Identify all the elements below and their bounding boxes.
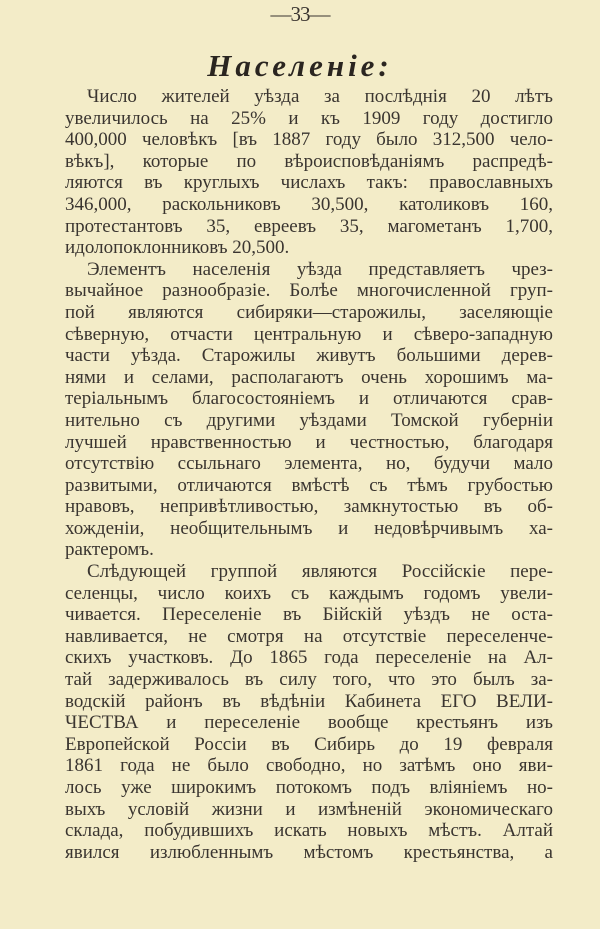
section-title: Населеніе:	[207, 48, 393, 83]
text-line: Слѣдующей группой являются Россійскіе пере-	[87, 561, 553, 583]
text-line: селенцы, число коихъ съ каждымъ годомъ увели-	[65, 582, 553, 604]
text-line: 400,000 человѣкъ [въ 1887 году было 312,500 чело-	[65, 129, 553, 151]
text-line: ЧЕСТВА и переселеніе вообще крестьянъ изъ	[65, 712, 553, 734]
text-line: протестантовъ 35, евреевъ 35, магометанъ 1,700,	[65, 215, 553, 237]
text-line: Европейской Россіи въ Сибирь до 19 февраля	[65, 733, 553, 755]
text-line: явился излюбленнымъ мѣстомъ крестьянства, а	[65, 841, 553, 863]
body-text	[65, 86, 553, 863]
text-line: отсутствію ссыльнаго элемента, но, будучи мало	[65, 453, 553, 475]
text-line: развитыми, отличаются вмѣстѣ съ тѣмъ грубостью	[65, 474, 553, 496]
text-line: 1861 года не было свободно, но затѣмъ оно яви-	[65, 755, 553, 777]
text-line: вѣкъ], которые по вѣроисповѣданіямъ распредѣ-	[65, 150, 553, 172]
text-line: ляются въ круглыхъ числахъ такъ: православныхъ	[65, 172, 553, 194]
text-line: Число жителей уѣзда за послѣднія 20 лѣтъ	[87, 86, 553, 107]
text-line: вычайное разнообразіе. Болѣе многочисленной груп-	[65, 280, 553, 302]
text-line: рактеромъ.	[65, 539, 154, 561]
text-line: нительно съ другими уѣздами Томской губерніи	[65, 409, 553, 431]
text-line: теріальнымъ благосостояніемъ и отличаются срав-	[65, 388, 553, 410]
text-line: лучшей нравственностью и честностью, благодаря	[65, 431, 553, 453]
text-line: чивается. Переселеніе въ Бійскій уѣздъ не оста-	[65, 604, 553, 626]
text-line: идолопоклонниковъ 20,500.	[65, 237, 290, 259]
text-line: склада, побудившихъ искать новыхъ мѣстъ. Алтай	[65, 820, 553, 842]
text-line: увеличилось на 25% и къ 1909 году достигло	[65, 107, 553, 129]
text-line: лось уже широкимъ потокомъ подъ вліяніемъ но-	[65, 777, 553, 798]
text-line: пой являются сибиряки—старожилы, заселяющіе	[65, 301, 553, 323]
text-line: тай задерживалось въ силу того, что это былъ за-	[65, 669, 553, 691]
text-line: хожденіи, необщительнымъ и недовѣрчивымъ ха-	[65, 517, 553, 539]
text-line: скихъ участковъ. До 1865 года переселеніе на Ал-	[65, 647, 553, 669]
text-line: 346,000, раскольниковъ 30,500, католиковъ 160,	[65, 193, 553, 215]
text-line: сѣверную, отчасти центральную и сѣверо-западную	[65, 323, 553, 345]
text-line: навливается, не смотря на отсутствіе переселенче-	[65, 625, 553, 647]
text-line: выхъ условій жизни и измѣненій экономическаго	[65, 798, 553, 820]
page-number: —33—	[270, 2, 330, 26]
text-line: Элементъ населенія уѣзда представляетъ чрез-	[87, 258, 553, 280]
text-line: части уѣзда. Старожилы живутъ большими дерев-	[65, 345, 553, 367]
text-line: водскій районъ въ вѣдѣніи Кабинета ЕГО ВЕЛИ-	[65, 690, 553, 712]
text-line: нями и селами, располагаютъ очень хорошимъ ма-	[65, 366, 553, 388]
text-line: нравовъ, непривѣтливостью, замкнутостью въ об-	[65, 496, 553, 518]
